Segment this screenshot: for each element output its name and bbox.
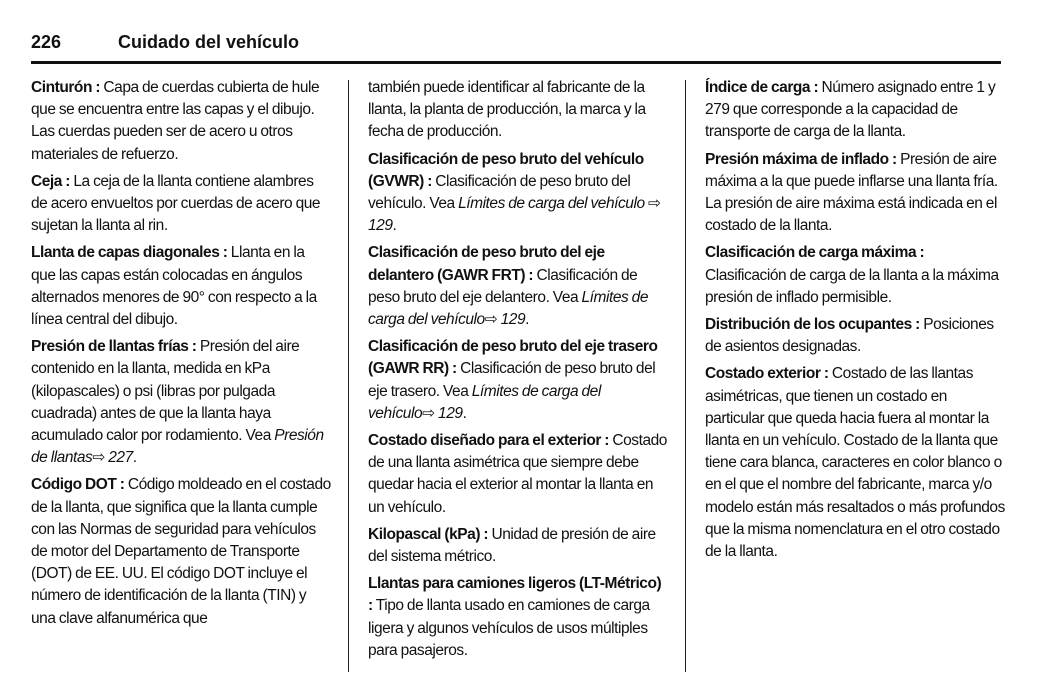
page-arrow-icon: ⇨ [484,311,498,329]
section-title: Cuidado del vehículo [118,32,300,52]
cross-reference-page: 129 [368,217,393,235]
sentence-end: . [132,449,137,467]
glossary-term: Clasificación de peso bruto del eje delantero (GAWR FRT) : [368,244,605,284]
glossary-term: Ceja : [31,172,71,190]
cross-reference-page: 227 [108,449,133,467]
glossary-entry [368,573,668,662]
glossary-term: Clasificación de carga máxima : [705,244,925,262]
glossary-term: Llanta de capas diagonales : [31,244,228,262]
glossary-entry [368,430,668,519]
glossary-entry-continued [368,77,668,144]
glossary-definition: Tipo de llanta usado en camiones de carga ligera y algunos vehículos de usos múltiples para pasajeros. [368,597,650,659]
glossary-definition: Código moldeado en el costado de la llanta, que significa que la llanta cumple con las Normas de seguridad para vehículos de motor del Departamento de Transporte (DOT) de EE. UU. El código DOT incluye el número de identificación de la llanta (TIN) y una clave alfanumérica que [31,476,331,627]
glossary-definition: Presión de aire máxima a la que puede inflarse una llanta fría. La presión de aire máxima está indicada en el costado de la llanta. [705,150,998,235]
page-arrow-icon: ⇨ [648,195,661,213]
glossary-entry [705,314,1005,358]
glossary-term: Clasificación de peso bruto del eje trasero (GAWR RR) : [368,338,658,378]
cross-reference-title: Límites de carga del vehículo [458,195,645,213]
sentence-end: . [392,217,397,235]
glossary-definition: La ceja de la llanta contiene alambres de acero envueltos por cuerdas de acero que sujetan la llanta al rin. [31,172,321,235]
glossary-entry [31,336,331,469]
glossary-definition: Número asignado entre 1 y 279 que corresponde a la capacidad de transporte de carga de la llanta. [705,79,996,141]
glossary-term: Kilopascal (kPa) : [368,525,489,543]
glossary-definition: Capa de cuerdas cubierta de hule que se encuentra entre las capas y el dibujo. Las cuerdas pueden ser de acero u otros materiales de refuerzo. [31,79,320,163]
glossary-definition: Costado de una llanta asimétrica que siempre debe quedar hacia el exterior al montar la llanta en un vehículo. [368,432,667,516]
glossary-definition: Llanta en la que las capas están colocadas en ángulos alternados menores de 90° con respecto a la línea central del dibujo. [31,244,317,329]
glossary-definition: Posiciones de asientos designadas. [705,316,994,356]
glossary-definition: Clasificación de peso bruto del vehículo. Vea [368,172,631,213]
text-column-2 [368,77,668,667]
sentence-end: . [462,404,467,422]
glossary-entry [31,242,331,331]
glossary-entry [368,242,668,331]
page-arrow-icon: ⇨ [422,404,435,422]
glossary-entry [368,149,668,238]
glossary-definition: Costado de las llantas asimétricas, que tienen un costado en particular que queda hacia fuera al montar la llanta en un vehículo. Costado de la llanta que tiene cara blanca, caracteres en color blanco o en el que el nombre del fabricante, marca y/o modelo están más resaltados o más profundos que la misma nomenclatura en el otro costado de la llanta. [705,365,1005,561]
glossary-entry [368,336,668,425]
glossary-entry [368,524,668,568]
glossary-term: Índice de carga : [705,79,819,96]
glossary-entry [31,474,331,629]
cross-reference-title: Presión de llantas [31,427,324,467]
glossary-entry [705,77,1005,144]
page-arrow-icon: ⇨ [92,449,105,467]
glossary-term: Clasificación de peso bruto del vehículo (GVWR) : [368,150,644,190]
glossary-term: Costado diseñado para el exterior : [368,432,610,450]
text-column-3 [705,77,1005,568]
glossary-term: Código DOT : [31,476,125,494]
glossary-entry [31,171,331,238]
text-column-1 [31,77,331,635]
glossary-term: Presión de llantas frías : [31,338,197,356]
header-rule [31,61,1001,64]
glossary-term: Llantas para camiones ligeros (LT-Métrico) : [368,575,662,615]
glossary-entry [31,77,331,166]
cross-reference-page: 129 [438,404,463,422]
glossary-term: Costado exterior : [705,365,829,383]
cross-reference-title: Límites de carga del vehículo [368,288,649,329]
glossary-entry [705,242,1005,309]
glossary-definition: Clasificación de peso bruto del eje delantero. Vea [368,266,638,306]
sentence-end: . [525,311,529,329]
glossary-definition: Presión del aire contenido en la llanta, medida en kPa (kilopascales) o psi (libras por pulgada cuadrada) antes de que la llanta haya acumulado calor por rodamiento. Vea [31,338,300,445]
page-header [31,30,1001,60]
cross-reference-title: Límites de carga del vehículo [368,382,601,422]
glossary-term: Distribución de los ocupantes : [705,316,920,334]
column-divider [685,80,686,672]
glossary-definition: Clasificación de peso bruto del eje trasero. Vea [368,360,656,400]
glossary-definition: Unidad de presión de aire del sistema métrico. [368,525,656,566]
cross-reference-page: 129 [500,311,526,329]
page-number: 226 [31,32,62,52]
glossary-term: Cinturón : [31,79,101,96]
glossary-term: Presión máxima de inflado : [705,150,897,168]
glossary-entry [705,149,1005,238]
glossary-entry [705,363,1005,563]
column-divider [348,80,349,672]
glossary-definition: Clasificación de carga de la llanta a la máxima presión de inflado permisible. [705,266,999,306]
glossary-definition: también puede identificar al fabricante de la llanta, la planta de producción, la marca y la fecha de producción. [368,79,646,141]
